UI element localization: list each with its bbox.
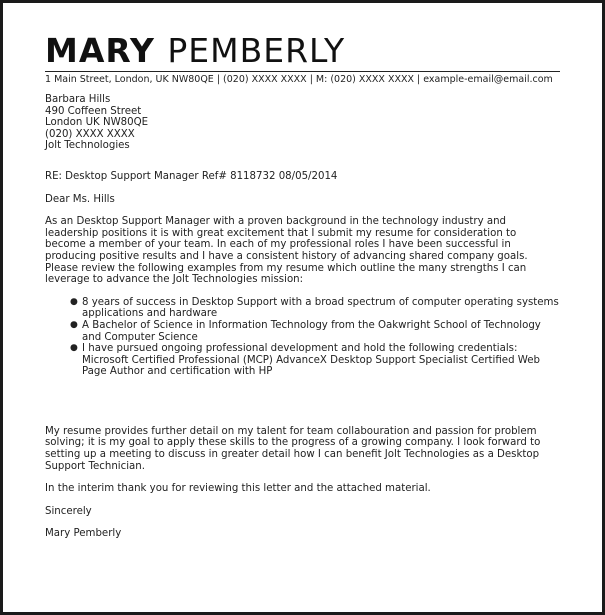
contact-line: 1 Main Street, London, UK NW80QE | (020) XXXX XXXX | M: (020) XXXX XXXX | example-email@email.com bbox=[45, 74, 553, 85]
letter-body bbox=[45, 94, 562, 540]
header-divider bbox=[45, 71, 560, 72]
interim-paragraph: In the interim thank you for reviewing this letter and the attached material. bbox=[45, 483, 431, 495]
recipient-block bbox=[45, 94, 562, 152]
list-item-text: A Bachelor of Science in Information Technology from the Oakwright School of Technology and Computer Science bbox=[82, 319, 541, 343]
list-item bbox=[70, 343, 562, 378]
bullet-icon: ● bbox=[70, 319, 78, 330]
closing-paragraph: My resume provides further detail on my talent for team collabouration and passion for problem solving; it is my goal to apply these skills to the progress of a growing company. I look forward to setting up a meeting to discuss in greater detail how I can benefit Jolt Technologies as a Desktop Support Technician. bbox=[45, 425, 541, 472]
bullet-icon: ● bbox=[70, 343, 78, 354]
recipient-street: 490 Coffeen Street bbox=[45, 105, 142, 117]
applicant-first-name: MARY bbox=[45, 31, 155, 70]
recipient-name: Barbara Hills bbox=[45, 94, 111, 105]
list-item bbox=[70, 296, 562, 320]
list-item-text: I have pursued ongoing professional development and hold the following credentials: Microsoft Certified Professional (MCP) AdvanceX Desktop Support Specialist Certified Web Page Author and certification with HP bbox=[82, 343, 540, 378]
intro-paragraph: As an Desktop Support Manager with a proven background in the technology industry and leadership positions it is with great excitement that I submit my resume for consideration to become a member of your team. In each of my professional roles I have been successful in producing positive results and I have a consistent history of advancing shared company goals. Please review the following examples from my resume which outline the many strengths I can leverage to advance the Jolt Technologies mission: bbox=[45, 216, 528, 286]
applicant-last-name: PEMBERLY bbox=[167, 31, 346, 70]
recipient-company: Jolt Technologies bbox=[45, 140, 130, 152]
recipient-phone: (020) XXXX XXXX bbox=[45, 128, 135, 140]
recipient-city: London UK NW80QE bbox=[45, 117, 149, 129]
list-item bbox=[70, 319, 562, 343]
salutation: Dear Ms. Hills bbox=[45, 193, 115, 205]
signature-name: Mary Pemberly bbox=[45, 528, 122, 540]
applicant-name bbox=[45, 31, 345, 71]
bullet-icon: ● bbox=[70, 296, 78, 307]
signoff: Sincerely bbox=[45, 505, 92, 517]
list-item-text: 8 years of success in Desktop Support with a broad spectrum of computer operating systems applications and hardware bbox=[82, 296, 559, 320]
highlights-list bbox=[45, 297, 562, 378]
reference-line: RE: Desktop Support Manager Ref# 8118732 08/05/2014 bbox=[45, 170, 338, 182]
